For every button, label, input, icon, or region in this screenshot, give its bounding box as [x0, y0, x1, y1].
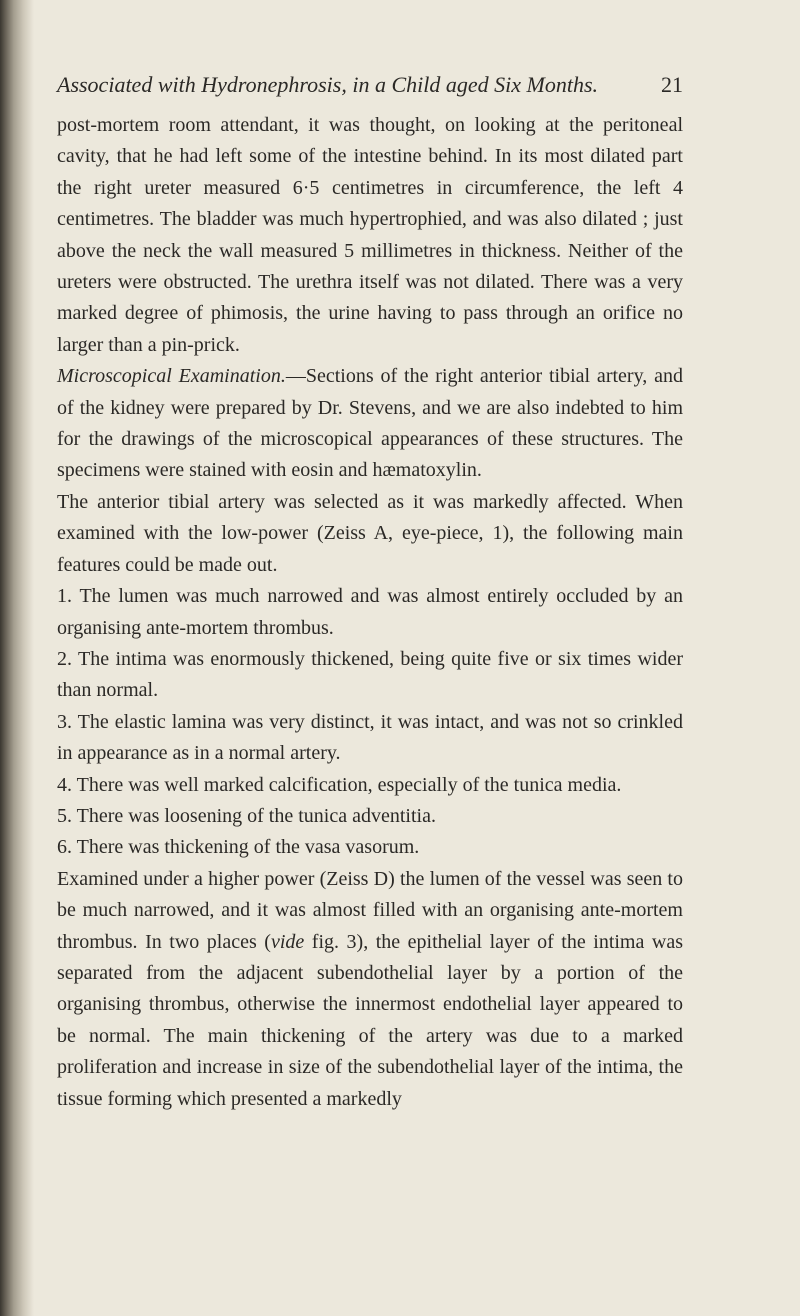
paragraph-text-end: fig. 3), the epithelial layer of the intima was separated from the adjacent subendothelial layer by a portion of the organising thrombus, otherwise the innermost endothelial layer appeared to be normal. The main thickening of the artery was due to a marked proliferation and increase in size of the subendothelial layer of the intima, the tissue forming which presented a markedly [57, 930, 683, 1110]
section-text: —Sections of the right anterior tibial artery, and of the kidney were prepared by Dr. Stevens, and we are also indebted to him for the drawings of the microscopical appearances of these structures. The specimens were stained with eosin and hæmatoxylin. [57, 365, 684, 482]
list-item: 5. There was loosening of the tunica adventitia. [57, 804, 436, 827]
list-item: 2. The intima was enormously thickened, being quite five or six times wider than normal. [57, 647, 683, 702]
paragraph-higher-power [57, 864, 683, 1115]
running-title: Associated with Hydronephrosis, in a Child aged Six Months. [57, 72, 599, 97]
list-item: 4. There was well marked calcification, especially of the tunica media. [57, 773, 622, 796]
list-item: 6. There was thickening of the vasa vasorum. [57, 836, 420, 859]
body-text [57, 110, 683, 1115]
paragraph-anterior-tibial: The anterior tibial artery was selected as it was markedly affected. When examined with the low-power (Zeiss A, eye-piece, 1), the following main features could be made out. [57, 490, 683, 576]
paragraph-microscopical-examination [57, 361, 683, 487]
paragraph-post-mortem: post-mortem room attendant, it was thought, on looking at the peritoneal cavity, that he had left some of the intestine behind. In its most dilated part the right ureter measured 6·5 centimetres in circumference, the left 4 centimetres. The bladder was much hypertrophied, and was also dilated ; just above the neck the wall measured 5 millimetres in thickness. Neither of the ureters were obstructed. The urethra itself was not dilated. There was a very marked degree of phimosis, the urine having to pass through an orifice no larger than a pin-prick. [57, 114, 683, 356]
paragraph-text-start: Examined under a higher power (Zeiss D) the lumen of the vessel was seen to be much narrowed, and it was almost filled with an organising ante-mortem thrombus. In two places ( [57, 867, 683, 953]
list-item: 3. The elastic lamina was very distinct, it was intact, and was not so crinkled in appearance as in a normal artery. [57, 710, 683, 765]
page-header [57, 70, 683, 100]
section-heading: Microscopical Examination. [57, 365, 286, 388]
page-number: 21 [661, 72, 683, 97]
vide-reference: vide [270, 930, 305, 953]
list-item: 1. The lumen was much narrowed and was almost entirely occluded by an organising ante-mortem thrombus. [57, 585, 683, 639]
